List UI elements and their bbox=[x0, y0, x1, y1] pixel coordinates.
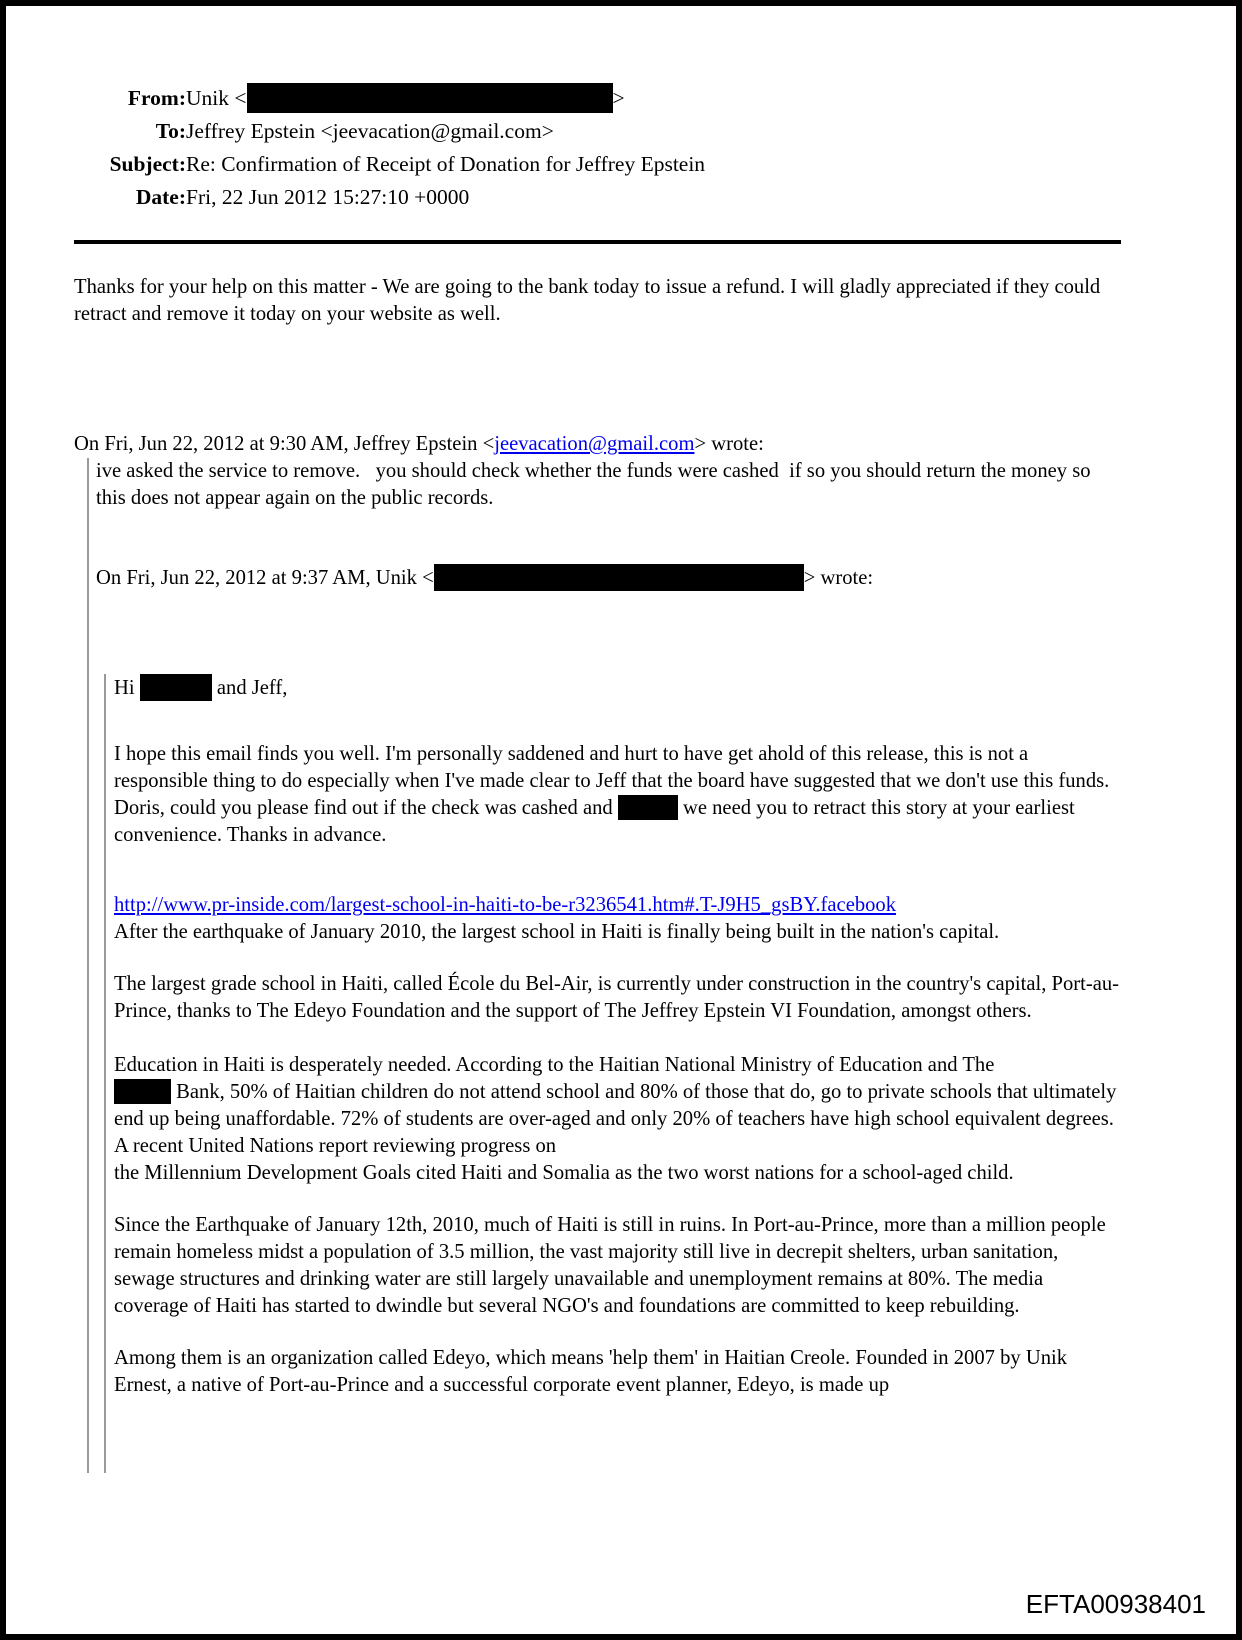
from-name: Unik < bbox=[186, 86, 247, 110]
paragraph-education-seg2: Bank, 50% of Haitian children do not attend school and 80% of those that do, go to private schools that ultimately end up being unaffordable. 72% of students are over-aged and only 20% of teachers have high school equivalent degrees. A recent United Nations report reviewing progress on bbox=[114, 1081, 1117, 1157]
to-value: Jeffrey Epstein <jeevacation@gmail.com> bbox=[186, 119, 554, 143]
header-row-from bbox=[74, 82, 705, 115]
date-value: Fri, 22 Jun 2012 15:27:10 +0000 bbox=[186, 185, 470, 209]
redaction-bar bbox=[114, 1079, 171, 1104]
from-close-bracket: > bbox=[612, 86, 625, 110]
subject-value: Re: Confirmation of Receipt of Donation for Jeffrey Epstein bbox=[186, 152, 706, 176]
message-text: Thanks for your help on this matter - We are going to the bank today to issue a refund. I will gladly appreciated if they could retract and remove it today on your website as well. bbox=[74, 276, 1101, 325]
greeting-suffix: and Jeff, bbox=[211, 677, 288, 699]
paragraph-education-seg1: Education in Haiti is desperately needed. According to the Haitian National Ministry of Education and The bbox=[114, 1054, 995, 1076]
greeting-line bbox=[114, 674, 1121, 702]
subject-label: Subject: bbox=[109, 152, 186, 176]
header-row-date bbox=[74, 181, 705, 214]
date-label: Date: bbox=[135, 185, 186, 209]
to-label: To: bbox=[155, 119, 186, 143]
sender-email-link[interactable]: jeevacation@gmail.com bbox=[494, 433, 695, 455]
paragraph-school: The largest grade school in Haiti, called École du Bel-Air, is currently under construction in the country's capital, Port-au-Prince, thanks to The Edeyo Foundation and the support of The Jeffrey Epstein VI Foundation, amongst others. bbox=[114, 973, 1120, 1022]
redaction-bar bbox=[618, 795, 678, 820]
article-lede: After the earthquake of January 2010, the largest school in Haiti is finally being built in the nation's capital. bbox=[114, 921, 1000, 943]
quote1-attribution-prefix: On Fri, Jun 22, 2012 at 9:30 AM, Jeffrey Epstein < bbox=[74, 433, 495, 455]
header-row-to bbox=[74, 115, 705, 148]
paragraph-edeyo: Among them is an organization called Edeyo, which means 'help them' in Haitian Creole. Founded in 2007 by Unik Ernest, a native of Port-au-Prince and a successful corporate event planner, Edeyo, is made up bbox=[114, 1347, 1068, 1396]
quote1-text: ive asked the service to remove. you should check whether the funds were cashed if so you should return the money so this does not appear again on the public records. bbox=[96, 460, 1091, 509]
quoted-message-level1 bbox=[87, 458, 1121, 1473]
from-value bbox=[186, 82, 705, 115]
from-label: From: bbox=[127, 86, 186, 110]
paragraph-apology bbox=[114, 741, 1121, 849]
article-url-link[interactable]: http://www.pr-inside.com/largest-school-in-haiti-to-be-r3236541.htm#.T-J9H5_gsBY.facebook bbox=[114, 894, 897, 916]
email-body bbox=[74, 274, 1121, 1473]
paragraph-earthquake: Since the Earthquake of January 12th, 2010, much of Haiti is still in ruins. In Port-au-Prince, more than a million people remain homeless midst a population of 3.5 million, the vast majority still live in decrepit shelters, urban sanitation, sewage structures and drinking water are still largely unavailable and unemployment remains at 80%. The media coverage of Haiti has started to dwindle but several NGO's and foundations are committed to keep rebuilding. bbox=[114, 1214, 1106, 1317]
header-row-subject bbox=[74, 148, 705, 181]
header-divider bbox=[74, 240, 1121, 244]
quote1-attribution bbox=[74, 431, 1121, 458]
bates-number: EFTA00938401 bbox=[1025, 1589, 1206, 1619]
quote1-attribution-suffix: > wrote: bbox=[694, 433, 764, 455]
email-document bbox=[6, 6, 1236, 1634]
paragraph-apology-seg2: we need you to retract this story at your earliest convenience. Thanks in advance. bbox=[114, 797, 1075, 846]
paragraph-education bbox=[114, 1052, 1121, 1187]
redaction-bar bbox=[140, 674, 212, 701]
paragraph-apology-seg1: I hope this email finds you well. I'm personally saddened and hurt to have get ahold of this release, this is not a responsible thing to do especially when I've made clear to Jeff that the board have suggested that we don't use this funds. Doris, could you please find out if the check was cashed and bbox=[114, 743, 1110, 819]
greeting-prefix: Hi bbox=[114, 677, 140, 699]
email-header bbox=[74, 82, 705, 214]
paragraph-article-link bbox=[114, 892, 1121, 946]
quote2-attribution bbox=[96, 564, 1121, 592]
quoted-message-level2 bbox=[104, 674, 1121, 1473]
paragraph-education-seg3: the Millennium Development Goals cited Haiti and Somalia as the two worst nations for a school-aged child. bbox=[114, 1162, 1014, 1184]
redaction-bar bbox=[247, 83, 613, 113]
redaction-bar bbox=[434, 564, 804, 591]
quote2-attribution-suffix: > wrote: bbox=[803, 567, 874, 589]
quote2-attribution-prefix: On Fri, Jun 22, 2012 at 9:37 AM, Unik < bbox=[96, 567, 434, 589]
